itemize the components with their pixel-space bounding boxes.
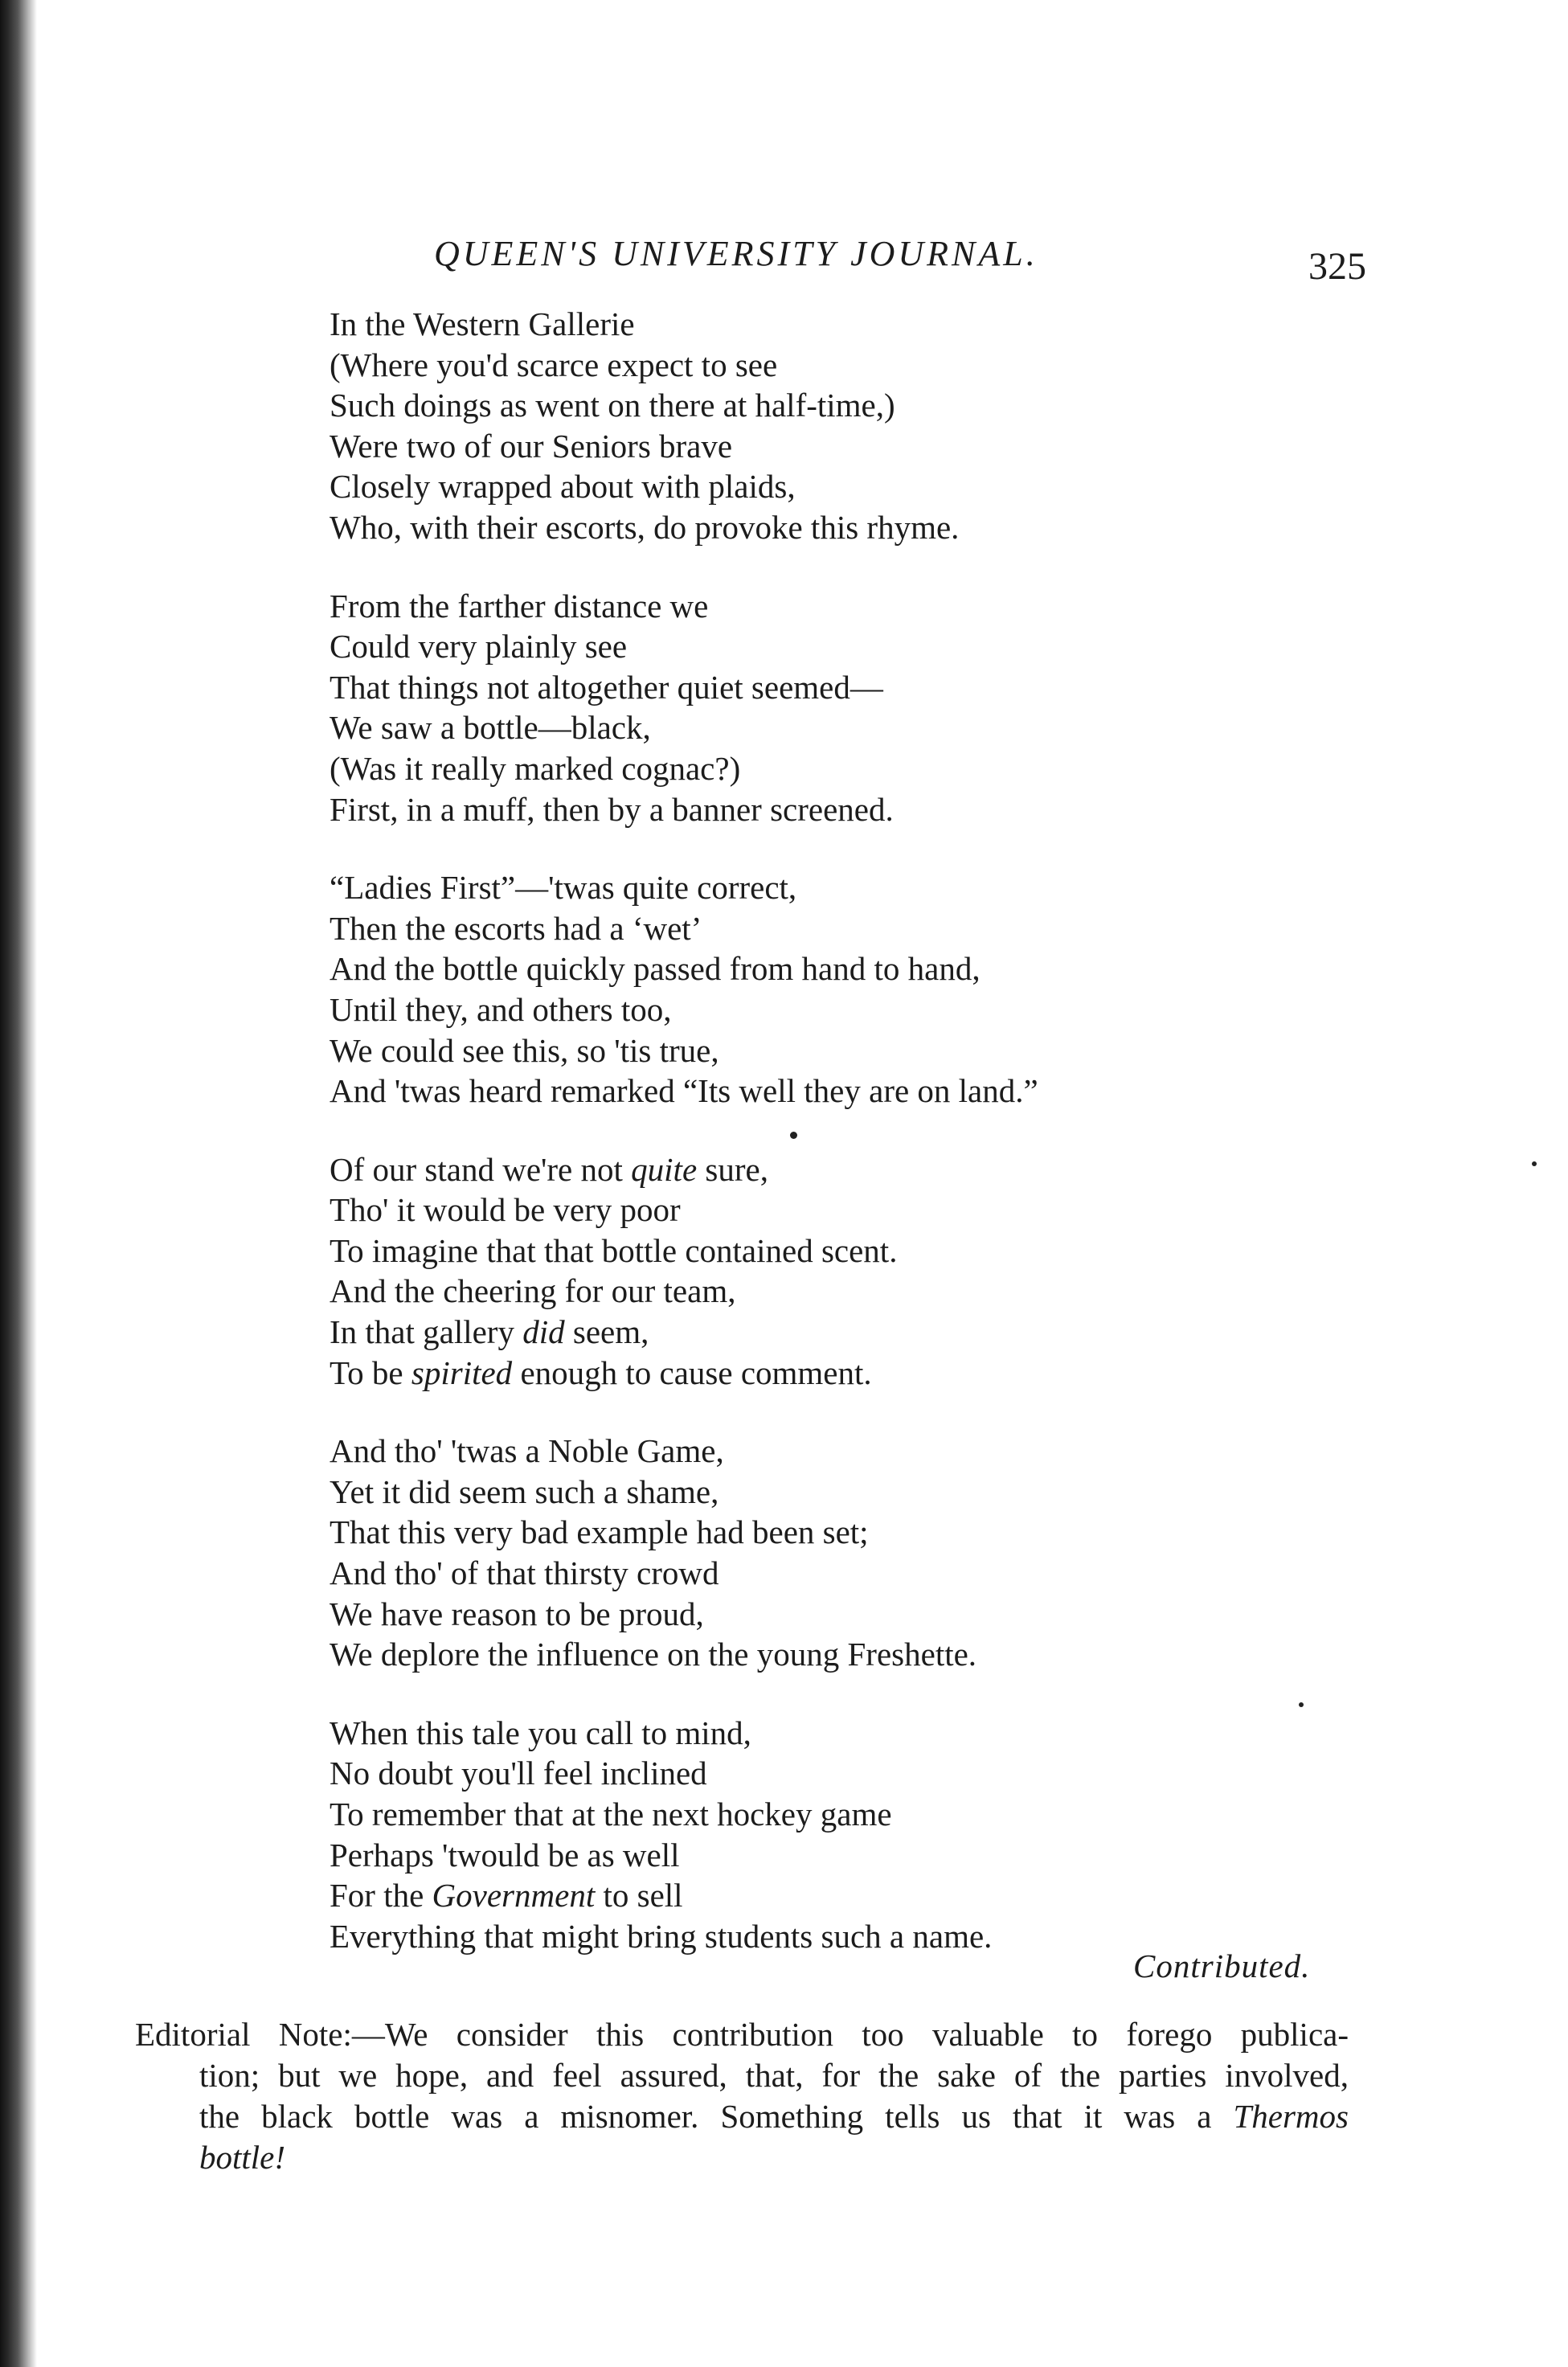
running-title: QUEEN'S UNIVERSITY JOURNAL. <box>434 234 1038 273</box>
poem-line: And the bottle quickly passed from hand to hand, <box>330 950 981 988</box>
poem-line <box>330 1353 1374 1394</box>
note-line: Editorial Note:—We consider this contribution too valuable to forego publica- <box>135 2016 1349 2053</box>
poem-line: First, in a muff, then by a banner screened. <box>330 790 894 828</box>
stanza-6 <box>330 1713 1374 1957</box>
page-header <box>0 233 1568 297</box>
poem-line: Tho' it would be very poor <box>330 1191 681 1229</box>
poem-text: enough to cause comment. <box>512 1353 872 1391</box>
poem-line: And the cheering for our team, <box>330 1272 736 1310</box>
poem-text: In that gallery <box>330 1313 523 1351</box>
stanza-1 <box>330 304 1374 548</box>
poem-line: Everything that might bring students such a name. <box>330 1917 993 1955</box>
poem-line: “Ladies First”—'twas quite correct, <box>330 869 797 907</box>
poem-line: (Was it really marked cognac?) <box>330 749 741 787</box>
poem-line: From the farther distance we <box>330 587 709 625</box>
poem-line: Then the escorts had a ‘wet’ <box>330 909 702 947</box>
poem-line: Until they, and others too, <box>330 990 672 1028</box>
signature: Contributed. <box>1133 1947 1311 1984</box>
poem-line: No doubt you'll feel inclined <box>330 1755 707 1792</box>
poem-line: We saw a bottle—black, <box>330 709 651 747</box>
poem-line <box>330 1149 1374 1190</box>
note-line <box>135 2096 1349 2137</box>
poem-line: That things not altogether quiet seemed— <box>330 668 883 706</box>
editorial-note <box>135 2014 1349 2178</box>
poem-line <box>330 1875 1374 1916</box>
poem-line: Yet it did seem such a shame, <box>330 1472 719 1510</box>
stanza-5 <box>330 1431 1374 1675</box>
poem-italic-text: Government <box>432 1877 596 1914</box>
stanza-2 <box>330 586 1374 830</box>
poem-text: to sell <box>595 1877 683 1914</box>
ink-speck <box>1299 1702 1304 1707</box>
poem-italic-text: did <box>522 1313 565 1351</box>
poem-line: To remember that at the next hockey game <box>330 1796 892 1833</box>
poem-line: Such doings as went on there at half-time,) <box>330 387 895 424</box>
poem-italic-text: spirited <box>411 1353 513 1391</box>
note-italic-text: bottle! <box>199 2139 286 2176</box>
poem-text: For the <box>330 1877 432 1914</box>
poem-italic-text: quite <box>631 1150 698 1188</box>
poem-line: (Where you'd scarce expect to see <box>330 346 778 383</box>
poem-line: Could very plainly see <box>330 628 628 665</box>
stanza-4 <box>330 1149 1374 1394</box>
note-italic-text: Thermos <box>1233 2098 1349 2135</box>
poem-text: seem, <box>564 1313 649 1351</box>
ink-speck <box>1532 1161 1537 1166</box>
poem-line: When this tale you call to mind, <box>330 1714 751 1751</box>
note-line: tion; but we hope, and feel assured, that, for the sake of the parties involved, <box>199 2057 1349 2094</box>
poem-line: To imagine that that bottle contained scent. <box>330 1231 898 1269</box>
poem-line: We deplore the influence on the young Freshette. <box>330 1636 977 1673</box>
stanza-3 <box>330 867 1374 1112</box>
poem-line: We have reason to be proud, <box>330 1595 704 1632</box>
poem-line: In the Western Gallerie <box>330 305 635 342</box>
poem-line <box>330 1312 1374 1353</box>
note-line <box>135 2137 1349 2178</box>
poem-text: sure, <box>697 1150 768 1188</box>
ink-speck <box>790 1132 797 1139</box>
poem-line: And tho' 'twas a Noble Game, <box>330 1432 724 1470</box>
poem-line: Perhaps 'twould be as well <box>330 1836 680 1874</box>
note-text: the black bottle was a misnomer. Something tells us that it was a <box>199 2098 1234 2135</box>
poem-line: And 'twas heard remarked “Its well they are on land.” <box>330 1072 1038 1110</box>
poem-line: That this very bad example had been set; <box>330 1513 869 1551</box>
poem-line: And tho' of that thirsty crowd <box>330 1554 719 1592</box>
page-number: 325 <box>1308 245 1366 288</box>
poem-line: We could see this, so 'tis true, <box>330 1031 719 1069</box>
poem-line: Who, with their escorts, do provoke this rhyme. <box>330 508 960 546</box>
page-binding-edge <box>0 0 37 2367</box>
poem <box>330 304 1374 1994</box>
poem-line: Were two of our Seniors brave <box>330 427 733 465</box>
poem-text: Of our stand we're not <box>330 1150 632 1188</box>
poem-line: Closely wrapped about with plaids, <box>330 468 796 506</box>
poem-text: To be <box>330 1353 411 1391</box>
